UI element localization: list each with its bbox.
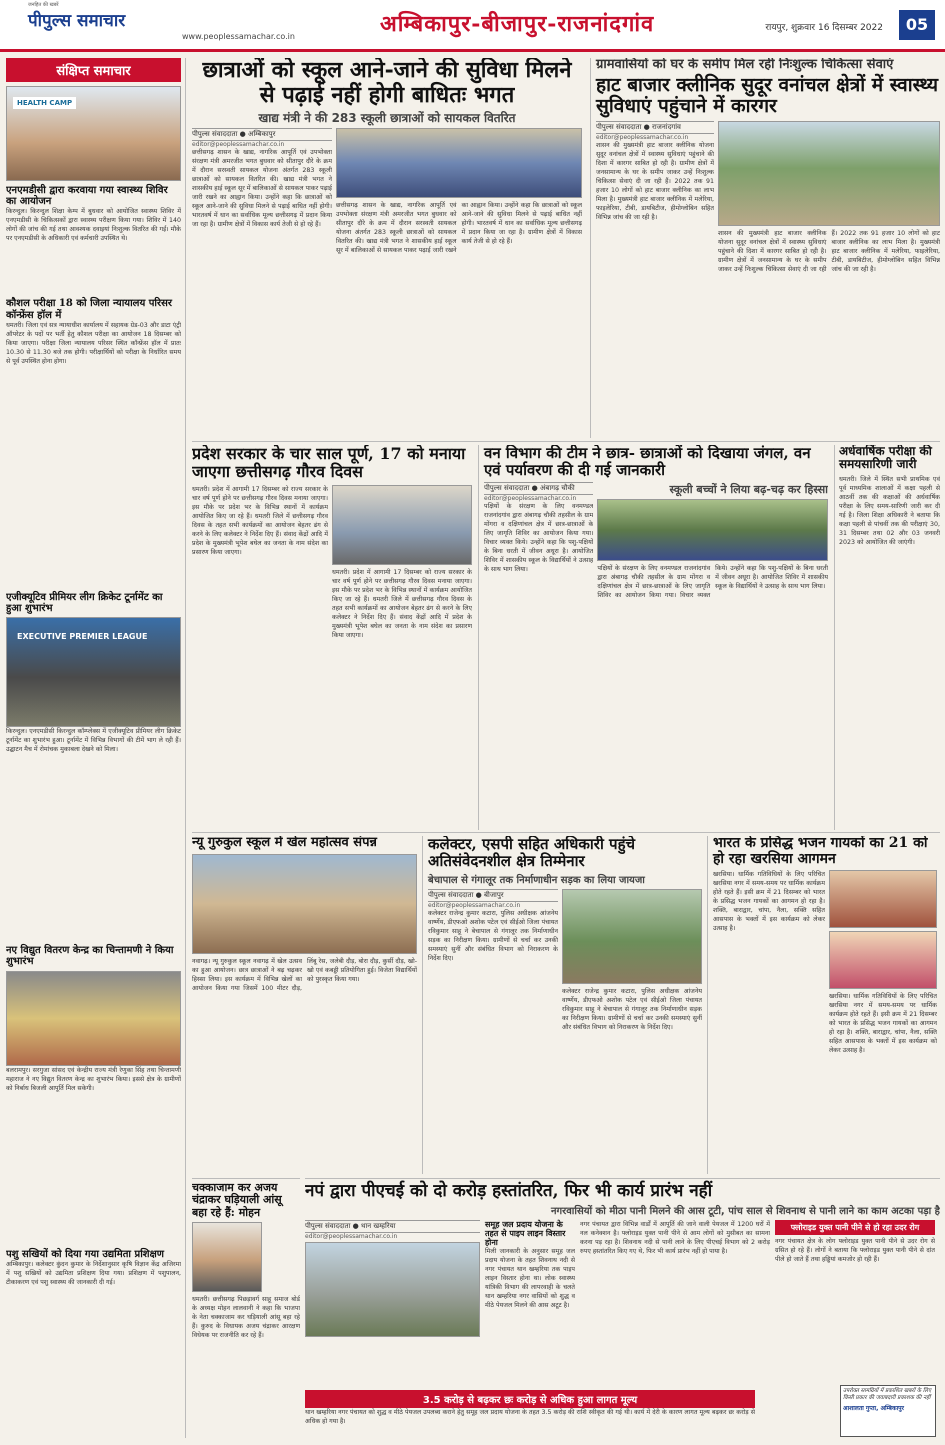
story-byline: पीपुल्स संवाददाता ● अम्बिकापुर: [192, 128, 332, 141]
brief-body-1: किरन्दुल। किरन्दुल शिक्षा केम्प में बुधवार को आयोजित स्वास्थ्य शिविर में एनएमडीसी के चिकित्सकों द्वारा स्वास्थ्य परीक्षण किया गया। शिविर में 140 लोगों की जांच की गई तथा आवश्यक दवाइयां निःशुल्क वितरित की गईं। मौके पर एनएमडीसी के अधिकारी एवं कर्मचारी उपस्थित थे।: [6, 208, 181, 243]
singer-photo-2: [829, 931, 937, 989]
logo-tagline: जनहित की खबरें: [28, 2, 59, 8]
story-collector-visit: [422, 836, 702, 1174]
fluoride-box-title: फ्लोराइड युक्त पानी पीने से हो रहा उदर रोग: [775, 1220, 935, 1235]
story-headline: भारत के प्रसिद्ध भजन गायकों का 21 को हो रहा खरसिया आगमन: [713, 836, 928, 867]
story-email: editor@peoplessamachar.co.in: [192, 141, 285, 149]
bicycle-ceremony-photo: [336, 128, 582, 198]
story-body: धमतरी। छत्तीसगढ़ पिछड़ावर्ग साहू समाज बोर्ड के अध्यक्ष मोहन लालवानी ने कहा कि भाजपा के नेता चक्काजाम कर घड़ियाली आंसू बहा रहे हैं। कुरुद के विधायक अजय चंद्राकर आरक्षण विधेयक पर राजनीति कर रहे हैं।: [192, 1295, 300, 1339]
newspaper-logo[interactable]: पीपुल्स समाचार: [28, 11, 126, 31]
students-photo: [597, 499, 828, 561]
brief-body-4: बलरामपुर। सरगुजा सांसद एवं केन्द्रीय राज्य मंत्री रेणुका सिंह तथा चिन्तामणी महाराज ने नए विद्युत वितरण केन्द्र का शुभारंभ किया। इससे क्षेत्र के ग्रामीणों को निर्बाध बिजली आपूर्ति मिल सकेगी।: [6, 1066, 181, 1092]
banner-sign: HEALTH CAMP: [13, 97, 76, 109]
story-body: कलेक्टर राजेन्द्र कुमार कटारा, पुलिस अधीक्षक आंजनेय वार्ष्णेय, डीएफओ अशोक पटेल एवं सीईओ जिला पंचायत रविकुमार साहू ने बेचापाल से गंगालूर तक निर्माणाधीन सड़क का निरीक्षण किया। ग्रामीणों से चर्चा कर उनकी समस्याएं सुनीं और संबंधित विभाग को निराकरण के निर्देश दिए।: [428, 909, 558, 962]
sports-event-photo: [192, 854, 417, 954]
story-email: editor@peoplessamachar.co.in: [428, 901, 521, 909]
masthead: [0, 0, 945, 52]
story-headline: कलेक्टर, एसपी सहित अधिकारी पहुंचे अतिसंवेदनशील क्षेत्र तिम्मेनार: [428, 836, 636, 870]
brief-body-3: किरन्दुल। एनएमडीसी किरन्दुल कॉम्प्लेक्स में एजीक्यूटिव प्रीमियर लीग क्रिकेट टूर्नामेंट का शुभारंभ हुआ। टूर्नामेंट में विभिन्न विभागों की टीमें भाग ले रही हैं। उद्घाटन मैच में रोमांचक मुकाबला देखने को मिला।: [6, 728, 181, 754]
divider: [192, 832, 940, 833]
story-headline: न्यू गुरुकुल स्कूल में खेल महोत्सव संपन्न: [192, 836, 377, 850]
story-gaurav-diwas: [192, 445, 472, 830]
health-camp-photo: [6, 86, 181, 181]
story-headline: वन विभाग की टीम ने छात्र- छात्राओं को दिखाया जंगल, वन एवं पर्यावरण की दी गई जानकारी: [484, 445, 811, 479]
brief-headline-2: कौशल परीक्षा 18 को जिला न्यायालय परिसर कॉन्फ्रेंस हॉल में: [6, 298, 172, 321]
story-subhead: नगरवासियों को मीठा पानी मिलने की आस टूटी, पांच साल से शिवनाथ से पानी लाने का काम अटका पड़ा है: [550, 1206, 940, 1218]
brief-news-title: संक्षिप्त समाचार: [6, 58, 181, 82]
brief-headline-4: नए विद्युत वितरण केन्द्र का चिन्तामणी ने किया शुभारंभ: [6, 945, 174, 968]
story-body: खरसिया। धार्मिक गतिविधियों के लिए परिचित खरसिया नगर में समय-समय पर धार्मिक कार्यक्रम होते रहते हैं। इसी क्रम में 21 दिसम्बर को भारत के प्रसिद्ध भजन गायकों का आगमन हो रहा है। शक्ति, बाराद्वार, चांपा, नैला, सक्ति सहित आसपास के भक्तों में इस कार्यक्रम को लेकर उत्साह है।: [713, 871, 825, 933]
meeting-photo: [332, 485, 472, 565]
story-sports-festival: [192, 836, 417, 1174]
clinic-photo: [718, 121, 940, 226]
leader-portrait: [192, 1222, 262, 1292]
story-headline: नपं द्वारा पीएचई को दो करोड़ हस्तांतरित, फिर भी कार्य प्रारंभ नहीं: [305, 1181, 713, 1201]
story-body: नगर पंचायत द्वारा विभिन्न वार्डों में आपूर्ति की जाने वाली पेयजल में 1200 घरों में नल कनेक्शन है। फ्लोराइड युक्त पानी पीने से आम लोगों को मुसीबत का सामना करना पड़ रहा है। शिवनाथ नदी से पानी लाने के लिए पीएचई विभाग को 2 करोड़ रुपए हस्तांतरित किए गए थे, फिर भी कार्य प्रारंभ नहीं हो पाया है।: [580, 1221, 770, 1256]
story-forest-awareness: [478, 445, 828, 830]
story-headline: हाट बाजार क्लीनिक सुदूर वनांचल क्षेत्रों में स्वास्थ्य सुविधाएं पहुंचाने में कारगर: [596, 73, 938, 117]
brief-body-5: अम्बिकापुर। कलेक्टर कुंदन कुमार के निर्देशानुसार कृषि विज्ञान केंद्र अजिरमा में पशु सखियों को उद्यमिता प्रशिक्षण दिया गया। प्रशिक्षण में पशुपालन, टीकाकरण एवं पशु स्वास्थ्य की जानकारी दी गई।: [6, 1260, 181, 1286]
story-subhead: बेचापाल से गंगालूर तक निर्माणाधीन सड़क का लिया जायजा: [428, 874, 645, 886]
story-body-continued: खरसिया। धार्मिक गतिविधियों के लिए परिचित खरसिया नगर में समय-समय पर धार्मिक कार्यक्रम होते रहते हैं। इसी क्रम में 21 दिसम्बर को भारत के प्रसिद्ध भजन गायकों का आगमन हो रहा है। शक्ति, बाराद्वार, चांपा, नैला, सक्ति सहित आसपास के भक्तों में इस कार्यक्रम को लेकर उत्साह है।: [829, 993, 937, 1055]
water-tank-photo: [305, 1242, 480, 1337]
banner-sign: EXECUTIVE PREMIER LEAGUE: [17, 632, 148, 642]
story-body-continued: छत्तीसगढ़ शासन के खाद्य, नागरिक आपूर्ति एवं उपभोक्ता संरक्षण मंत्री अमरजीत भगत बुधवार को सीतापुर दौरे के क्रम में दौरान सरस्वती सायकल योजना अंतर्गत 283 स्कूली छात्राओं को सायकल वितरित की। खाद्य मंत्री भगत ने शासकीय हाई स्कूल सूर में बालिकाओं से सायकल पाकर पढ़ाई जारी रखने का आह्वान किया। उन्होंने कहा कि छात्राओं को स्कूल आने-जाने की सुविधा मिलने से पढ़ाई बाधित नहीं होगी। भारतवर्ष में धान का सर्वाधिक मूल्य छत्तीसगढ़ में प्रदान किया जा रहा है। ग्रामीण क्षेत्रों में विकास कार्य तेजी से हो रहे हैं।: [336, 202, 582, 255]
brief-news-column: [6, 58, 186, 1438]
date-line: रायपुर, शुक्रवार 16 दिसम्बर 2022: [765, 23, 883, 33]
story-body: धमतरी। जिले में स्थित सभी प्राथमिक एवं पूर्व माध्यमिक शालाओं में कक्षा पहली से आठवीं तक की कक्षाओं की अर्धवार्षिक परीक्षा के लिए समय-सारिणी जारी कर दी गई है। जिला शिक्षा अधिकारी ने बताया कि कक्षा पहली से पांचवीं तक की परीक्षाएं 30, 31 दिसम्बर तथा 02 और 03 जनवरी 2023 को आयोजित की जाएंगी।: [839, 475, 940, 546]
story-byline: पीपुल्स संवाददाता ● थान खम्हरिया: [305, 1220, 480, 1233]
story-byline: पीपुल्स संवाददाता ● अंबागढ़ चौकी: [484, 482, 593, 495]
story-bicycle-distribution: [192, 58, 582, 438]
story-body-continued: कलेक्टर राजेन्द्र कुमार कटारा, पुलिस अधीक्षक आंजनेय वार्ष्णेय, डीएफओ अशोक पटेल एवं सीईओ जिला पंचायत रविकुमार साहू ने बेचापाल से गंगालूर तक निर्माणाधीन सड़क का निरीक्षण किया। ग्रामीणों से चर्चा कर उनकी समस्याएं सुनीं और संबंधित विभाग को निराकरण के निर्देश दिए।: [562, 987, 702, 1031]
cost-box-body: थान खम्हरिया नगर पंचायत को शुद्ध व मीठे पेयजल उपलब्ध कराने हेतु समूह जल प्रदाय योजना के तहत 3.5 करोड़ की राशि स्वीकृत की गई थी। कार्य में देरी के कारण लागत मूल्य बढ़कर छः करोड़ से अधिक हो गया है।: [305, 1409, 755, 1426]
story-headline: प्रदेश सरकार के चार साल पूर्ण, 17 को मनाया जाएगा छत्तीसगढ़ गौरव दिवस: [192, 445, 466, 481]
divider: [192, 441, 940, 442]
story-subhead: खाद्य मंत्री ने की 283 स्कूली छात्राओं को सायकल वितरित: [258, 111, 516, 126]
story-kicker: ग्रामवासियों को घर के समीप मिल रही निःशुल्क चिकित्सा सेवाएं: [596, 58, 894, 72]
side-headline: समूह जल प्रदाय योजना के तहत से पाइप लाइन विस्तार होना: [485, 1219, 566, 1247]
story-body-continued: शासन की मुख्यमंत्री हाट बाजार क्लीनिक योजना सुदूर वनांचल क्षेत्रों में स्वास्थ्य सुविधाएं पहुंचाने की दिशा में कारगर साबित हो रही है। ग्रामीण क्षेत्रों में जनसामान्य के घर के समीप जाकर उन्हें निःशुल्क चिकित्सा सेवाएं दी जा रही हैं। 2022 तक 91 हजार 10 लोगों को हाट बाजार क्लीनिक का लाभ मिला है। मुख्यमंत्री हाट बाजार क्लीनिक में मलेरिया, फाइलेरिया, टीबी, डायबिटीज, हीमोग्लोबिन सहित विभिन्न जांच की जा रही है।: [718, 230, 940, 274]
signature-text: आशालता गुप्ता, अम्बिकापुर: [843, 1405, 905, 1412]
story-bhajan-singers: [707, 836, 940, 1174]
story-body: धमतरी। प्रदेश में आगामी 17 दिसम्बर को राज्य सरकार के चार वर्ष पूर्ण होने पर छत्तीसगढ़ गौरव दिवस मनाया जाएगा। इस मौके पर प्रदेश भर के विभिन्न स्थानों में कार्यक्रम आयोजित किए जा रहे हैं। धमतरी जिले में छत्तीसगढ़ गौरव दिवस के तहत सभी कार्यक्रमों का आयोजन बेहतर ढंग से करने के लिए कलेक्टर ने निर्देश दिए हैं। संवाद केंद्रों आदि में प्रदेश के मुख्यमंत्री भूपेश बघेल का जनता के नाम संदेश का प्रसारण किया जाएगा।: [192, 485, 328, 556]
brief-headline-3: एजीक्यूटिव प्रीमियर लीग क्रिकेट टूर्नामेंट का हुआ शुभारंभ: [6, 591, 163, 614]
story-body: नवागढ़। न्यू गुरुकुल स्कूल नवागढ़ में खेल उत्सव का हुआ आयोजन। छात्र छात्राओं ने बढ़ चढ़कर हिस्सा लिया। इस कार्यक्रम में विभिन्न खेलों का आयोजन किया गया जिसमें 100 मीटर दौड़, लिंबू रेस, जलेबी दौड़, बोरा दौड़, कुर्सी दौड़, खो-खो एवं कबड्डी प्रतियोगिता हुई। विजेता विद्यार्थियों को पुरस्कृत किया गया।: [192, 957, 417, 992]
page-number: 05: [899, 10, 935, 40]
story-body-continued: धमतरी। प्रदेश में आगामी 17 दिसम्बर को राज्य सरकार के चार वर्ष पूर्ण होने पर छत्तीसगढ़ गौरव दिवस मनाया जाएगा। इस मौके पर प्रदेश भर के विभिन्न स्थानों में कार्यक्रम आयोजित किए जा रहे हैं। धमतरी जिले में छत्तीसगढ़ गौरव दिवस के तहत सभी कार्यक्रमों का आयोजन बेहतर ढंग से करने के लिए कलेक्टर ने निर्देश दिए हैं। संवाद केंद्रों आदि में प्रदेश के मुख्यमंत्री भूपेश बघेल का जनता के नाम संदेश का प्रसारण किया जाएगा।: [332, 568, 472, 639]
story-headline: छात्राओं को स्कूल आने-जाने की सुविधा मिलने से पढ़ाई नहीं होगी बाधितः भगत: [202, 58, 572, 108]
story-byline: पीपुल्स संवाददाता ● बीजापुर: [428, 889, 558, 902]
story-body: शासन की मुख्यमंत्री हाट बाजार क्लीनिक योजना सुदूर वनांचल क्षेत्रों में स्वास्थ्य सुविधाएं पहुंचाने की दिशा में कारगर साबित हो रही है। ग्रामीण क्षेत्रों में जनसामान्य के घर के समीप जाकर उन्हें निःशुल्क चिकित्सा सेवाएं दी जा रही हैं। 2022 तक 91 हजार 10 लोगों को हाट बाजार क्लीनिक का लाभ मिला है। मुख्यमंत्री हाट बाजार क्लीनिक में मलेरिया, फाइलेरिया, टीबी, डायबिटीज, हीमोग्लोबिन सहित विभिन्न जांच की जा रही है।: [596, 142, 714, 222]
story-body-continued: पक्षियों के संरक्षण के लिए वनमण्डल राजनांदगांव द्वारा अंबागढ़ चौकी तहसील के ग्राम मोंगरा व दक्षिणांचल क्षेत्र में छात्र-छात्राओं के लिए जागृति शिविर का आयोजन किया गया। विचार व्यक्त किये। उन्होंने कहा कि पशु-पक्षियों के बिना धरती में जीवन अधूरा है। आयोजित शिविर में शासकीय स्कूल के विद्यार्थियों ने उत्साह के साथ भाग लिया।: [597, 564, 828, 599]
story-email: editor@peoplessamachar.co.in: [596, 134, 689, 142]
brief-body-2: धमतरी। जिला एवं सत्र न्यायाधीश कार्यालय में सहायक ग्रेड-03 और डाटा एंट्री ऑपरेटर के पदों पर भर्ती हेतु कौशल परीक्षा का आयोजन 18 दिसम्बर को किया जाएगा। परीक्षा जिला न्यायालय परिसर स्थित कॉन्फ्रेंस हॉल में प्रातः 10.30 से 11.30 बजे तक होगी। परीक्षार्थियों को परीक्षा के निर्धारित समय से पूर्व उपस्थित होना होगा।: [6, 321, 181, 365]
story-body: पक्षियों के संरक्षण के लिए वनमण्डल राजनांदगांव द्वारा अंबागढ़ चौकी तहसील के ग्राम मोंगरा व दक्षिणांचल क्षेत्र में छात्र-छात्राओं के लिए जागृति शिविर का आयोजन किया गया। विचार व्यक्त किये। उन्होंने कहा कि पशु-पक्षियों के बिना धरती में जीवन अधूरा है। आयोजित शिविर में शासकीय स्कूल के विद्यार्थियों ने उत्साह के साथ भाग लिया।: [484, 502, 594, 573]
cost-box-title: 3.5 करोड़ से बढ़कर छः करोड़ से अधिक हुआ लागत मूल्य: [305, 1390, 755, 1408]
singer-photo-1: [829, 870, 937, 928]
disclaimer-stamp: [840, 1385, 936, 1437]
page-title: अम्बिकापुर-बीजापुर-राजनांदगांव: [380, 11, 655, 37]
brief-headline-5: पशु सखियों को दिया गया उद्यमिता प्रशिक्षण: [6, 1248, 164, 1260]
story-haat-bazaar-clinic: [590, 58, 940, 438]
road-inspection-photo: [562, 889, 702, 984]
website-url[interactable]: www.peoplessamachar.co.in: [182, 32, 295, 41]
story-subhead: स्कूली बच्चों ने लिया बढ़-चढ़ कर हिस्सा: [669, 482, 828, 496]
fluoride-box-body: नगर पंचायत क्षेत्र के लोग फ्लोराइड युक्त पानी पीने से उदर रोग से ग्रसित हो रहे हैं। लोगों ने बताया कि फ्लोराइड युक्त पानी पीने से दांत पीले हो जाते हैं तथा हड्डियां कमजोर हो रही हैं।: [775, 1238, 935, 1264]
story-body: छत्तीसगढ़ शासन के खाद्य, नागरिक आपूर्ति एवं उपभोक्ता संरक्षण मंत्री अमरजीत भगत बुधवार को सीतापुर दौरे के क्रम में दौरान सरस्वती सायकल योजना अंतर्गत 283 स्कूली छात्राओं को सायकल वितरित की। खाद्य मंत्री भगत ने शासकीय हाई स्कूल सूर में बालिकाओं से सायकल पाकर पढ़ाई जारी रखने का आह्वान किया। उन्होंने कहा कि छात्राओं को स्कूल आने-जाने की सुविधा मिलने से पढ़ाई बाधित नहीं होगी। भारतवर्ष में धान का सर्वाधिक मूल्य छत्तीसगढ़ में प्रदान किया जा रहा है। ग्रामीण क्षेत्रों में विकास कार्य तेजी से हो रहे हैं।: [192, 149, 332, 229]
story-byline: पीपुल्स संवाददाता ● राजनांदगांव: [596, 121, 714, 134]
cricket-tournament-photo: [6, 617, 181, 727]
side-body: मिली जानकारी के अनुसार समूह जल प्रदाय योजना के तहत शिवनाथ नदी से नगर पंचायत थान खम्हरिया तक पाइप लाइन विस्तार होना था। लोक स्वास्थ्य यांत्रिकी विभाग की लापरवाही के चलते थान खम्हरिया नगर वासियों को शुद्ध व मीठे पेयजल मिलने की आस अटूट है।: [485, 1247, 575, 1309]
story-chakkajam: [192, 1178, 300, 1440]
power-station-photo: [6, 971, 181, 1066]
story-email: editor@peoplessamachar.co.in: [305, 1233, 398, 1241]
brief-headline-1: एनएमडीसी द्वारा करवाया गया स्वास्थ्य शिविर का आयोजन: [6, 185, 168, 208]
story-email: editor@peoplessamachar.co.in: [484, 494, 577, 502]
story-exam-schedule: [834, 445, 940, 830]
story-headline: चक्काजाम कर अजय चंद्राकर घड़ियाली आंसू बहा रहे हैं: मोहन: [192, 1181, 282, 1219]
disclaimer-text: उपरोक्त सामग्रियों में प्रकाशित खबरों के लिए किसी प्रकार की जवाबदारी प्रकाशक की नहीं: [843, 1388, 932, 1401]
story-headline: अर्धवार्षिक परीक्षा की समयसारिणी जारी: [839, 445, 932, 472]
